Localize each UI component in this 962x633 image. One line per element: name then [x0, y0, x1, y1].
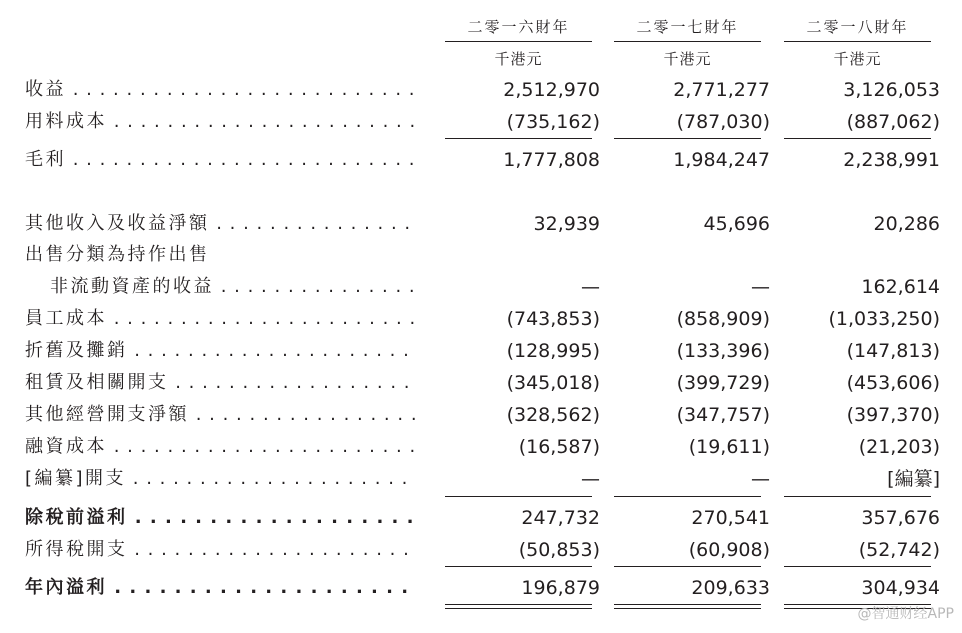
- value-fy2017: 45,696: [703, 213, 770, 235]
- row-label: [編纂]開支 . . .: [25, 464, 415, 494]
- value-fy2017: (858,909): [676, 308, 770, 330]
- value-fy2016: —: [581, 468, 600, 490]
- value-fy2016: 1,777,808: [503, 149, 600, 171]
- value-fy2017: (60,908): [688, 539, 770, 561]
- value-fy2016: (345,018): [506, 372, 600, 394]
- value-fy2016: (128,995): [506, 340, 600, 362]
- row-label: 租賃及相關開支 . . .: [25, 368, 415, 398]
- value-fy2017: (133,396): [676, 340, 770, 362]
- subtotal-rule: [784, 138, 931, 139]
- value-fy2018: (453,606): [846, 372, 940, 394]
- value-fy2016: 32,939: [533, 213, 600, 235]
- value-fy2016: (743,853): [506, 308, 600, 330]
- value-fy2018: (147,813): [846, 340, 940, 362]
- subtotal-rule: [614, 496, 761, 497]
- watermark: @智通财经APP: [857, 606, 954, 622]
- unit-label-fy2018: 千港元: [833, 50, 882, 68]
- row-label: 員工成本 . . .: [25, 304, 415, 334]
- table-row: [0, 400, 962, 430]
- row-label: 融資成本 . . .: [25, 432, 415, 462]
- value-fy2018: (1,033,250): [828, 308, 940, 330]
- row-label: 所得稅開支 . . .: [25, 535, 415, 565]
- subtotal-rule: [445, 496, 592, 497]
- row-label: 年內溢利 . . .: [25, 573, 415, 603]
- value-fy2018: 2,238,991: [843, 149, 940, 171]
- value-fy2018: 304,934: [861, 577, 940, 599]
- row-label: 用料成本 . . .: [25, 107, 415, 137]
- value-fy2018: (887,062): [846, 111, 940, 133]
- value-fy2017: 270,541: [691, 507, 770, 529]
- value-fy2017: —: [751, 276, 770, 298]
- column-header-fy2016: 二零一六財年: [445, 13, 592, 42]
- table-row: [0, 336, 962, 366]
- value-fy2018: (52,742): [858, 539, 940, 561]
- table-row: [0, 503, 962, 533]
- total-double-rule: [614, 604, 761, 609]
- unit-label-fy2016: 千港元: [494, 50, 543, 68]
- row-label: 折舊及攤銷 . . .: [25, 336, 415, 366]
- table-row: [0, 209, 962, 239]
- value-fy2016: —: [581, 276, 600, 298]
- value-fy2016: (328,562): [506, 404, 600, 426]
- value-fy2017: (347,757): [676, 404, 770, 426]
- value-fy2016: (16,587): [518, 436, 600, 458]
- table-row: [0, 75, 962, 105]
- value-fy2017: (399,729): [676, 372, 770, 394]
- value-fy2018: (397,370): [846, 404, 940, 426]
- row-label: 其他收入及收益淨額 . . .: [25, 209, 415, 239]
- table-row: [0, 107, 962, 137]
- table-row: [0, 272, 962, 302]
- column-header-fy2018: 二零一八財年: [784, 13, 931, 42]
- column-header-fy2017: 二零一七財年: [614, 13, 761, 42]
- value-fy2018: 3,126,053: [843, 79, 940, 101]
- value-fy2018: (21,203): [858, 436, 940, 458]
- value-fy2017: —: [751, 468, 770, 490]
- row-label: 收益 . . .: [25, 75, 415, 105]
- subtotal-rule: [614, 566, 761, 567]
- value-fy2016: 196,879: [521, 577, 600, 599]
- table-row: [0, 368, 962, 398]
- row-label: 毛利 . . .: [25, 145, 415, 175]
- row-label: 其他經營開支淨額 . . .: [25, 400, 415, 430]
- table-row: [0, 145, 962, 175]
- table-row: [0, 573, 962, 603]
- value-fy2018: 162,614: [861, 276, 940, 298]
- table-row: [0, 432, 962, 462]
- value-fy2016: (50,853): [518, 539, 600, 561]
- value-fy2016: (735,162): [506, 111, 600, 133]
- subtotal-rule: [784, 566, 931, 567]
- value-fy2017: 1,984,247: [673, 149, 770, 171]
- value-fy2017: 209,633: [691, 577, 770, 599]
- subtotal-rule: [784, 496, 931, 497]
- value-fy2016: 247,732: [521, 507, 600, 529]
- row-label: 除稅前溢利 . . .: [25, 503, 415, 533]
- table-row: [0, 304, 962, 334]
- value-fy2018: 357,676: [861, 507, 940, 529]
- value-fy2018: [編纂]: [887, 468, 940, 490]
- table-row: [0, 464, 962, 494]
- row-label: 非流動資產的收益 . . .: [50, 272, 415, 302]
- table-row: [0, 240, 962, 270]
- unit-label-fy2017: 千港元: [663, 50, 712, 68]
- subtotal-rule: [614, 138, 761, 139]
- row-label: 出售分類為持作出售: [25, 244, 210, 265]
- value-fy2017: (787,030): [676, 111, 770, 133]
- value-fy2018: 20,286: [873, 213, 940, 235]
- value-fy2017: 2,771,277: [673, 79, 770, 101]
- value-fy2017: (19,611): [688, 436, 770, 458]
- subtotal-rule: [445, 566, 592, 567]
- total-double-rule: [445, 604, 592, 609]
- table-row: [0, 535, 962, 565]
- subtotal-rule: [445, 138, 592, 139]
- value-fy2016: 2,512,970: [503, 79, 600, 101]
